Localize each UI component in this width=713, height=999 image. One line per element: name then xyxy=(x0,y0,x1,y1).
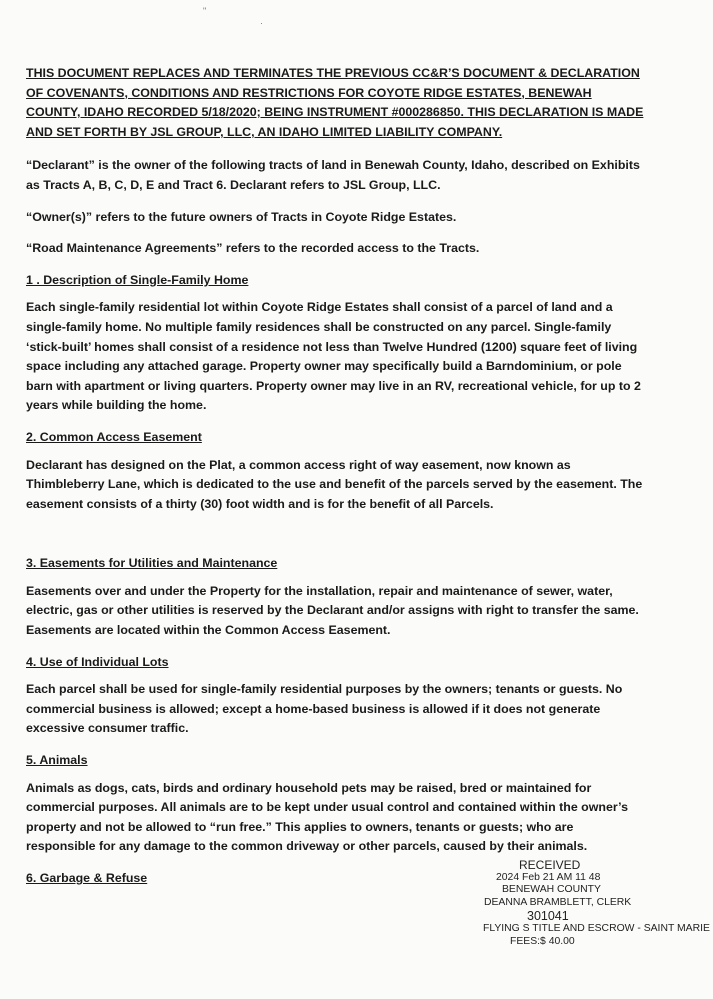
scan-speck: · xyxy=(260,18,263,28)
stamp-clerk: DEANNA BRAMBLETT, CLERK xyxy=(484,896,632,908)
stamp-title-company: FLYING S TITLE AND ESCROW - SAINT MARIE xyxy=(483,923,710,935)
scan-speck: ʺ xyxy=(203,6,207,16)
definition-owners: “Owner(s)” refers to the future owners of Tracts in Coyote Ridge Estates. xyxy=(26,209,457,224)
section-heading: 6. Garbage & Refuse xyxy=(26,871,148,885)
section-heading: 2. Common Access Easement xyxy=(26,429,202,444)
stamp-county: BENEWAH COUNTY xyxy=(502,884,601,896)
section-heading: 4. Use of Individual Lots xyxy=(26,654,169,669)
section-heading: 3. Easements for Utilities and Maintenance xyxy=(26,556,278,571)
definition-declarant: “Declarant” is the owner of the following tracts of land in Benewah County, Idaho, described on Exhibits as Tracts A, B, C, D, E and Tract 6. Declarant refers to JSL Group, LLC. xyxy=(26,158,640,192)
section-body: Declarant has designed on the Plat, a common access right of way easement, now known as Thimbleberry Lane, which is dedicated to the use and benefit of the parcels served by the easement. The easement consists of a thirty (30) foot width and is for the benefit of all Parcels. xyxy=(26,457,643,511)
stamp-instrument-number: 301041 xyxy=(527,909,569,924)
recording-stamp xyxy=(482,858,713,948)
stamp-fees: FEES:$ 40.00 xyxy=(510,935,575,947)
document-body xyxy=(26,64,646,897)
section-body: Each single-family residential lot within Coyote Ridge Estates shall consist of a parcel of land and a single-family home. No multiple family residences shall be constructed on any parcel. Single-family ‘stick-built’ homes shall consist of a residence not less than Twelve Hundred (1200) square feet of living space including any attached garage. Property owner may specifically build a Barndominium, or pole barn with apartment or living quarters. Property owner may live in an RV, recreational vehicle, for up to 2 years while building the home. xyxy=(26,300,641,413)
section-heading: 5. Animals xyxy=(26,753,88,768)
section-body: Each parcel shall be used for single-family residential purposes by the owners; tenants or guests. No commercial business is allowed; except a home-based business is allowed if it does not generate excessive consumer traffic. xyxy=(26,682,623,736)
stamp-date: 2024 Feb 21 AM 11 48 xyxy=(496,872,601,883)
section-body: Animals as dogs, cats, birds and ordinary household pets may be raised, bred or maintained for commercial purposes. All animals are to be kept under usual control and contained within the owner’s property and not be allowed to “run free.” This applies to owners, tenants or guests; who are responsible for any damage to the common driveway or other parcels, caused by their animals. xyxy=(26,780,628,854)
stamp-received: RECEIVED xyxy=(519,858,581,872)
document-title: THIS DOCUMENT REPLACES AND TERMINATES THE PREVIOUS CC&R’S DOCUMENT & DECLARATION OF COVENANTS, CONDITIONS AND RESTRICTIONS FOR COYOTE RIDGE ESTATES, BENEWAH COUNTY, IDAHO RECORDED 5/18/2020; BEING INSTRUMENT #000286850. THIS DECLARATION IS MADE AND SET FORTH BY JSL GROUP, LLC, AN IDAHO LIMITED LIABILITY COMPANY. xyxy=(26,66,644,139)
section-heading: 1 . Description of Single-Family Home xyxy=(26,272,249,287)
section-body: Easements over and under the Property for the installation, repair and maintenance of sewer, water, electric, gas or other utilities is reserved by the Declarant and/or assigns with right to transfer the same. Easements are located within the Common Access Easement. xyxy=(26,583,639,638)
definition-road-maintenance: “Road Maintenance Agreements” refers to the recorded access to the Tracts. xyxy=(26,241,480,256)
spacer xyxy=(26,526,646,554)
